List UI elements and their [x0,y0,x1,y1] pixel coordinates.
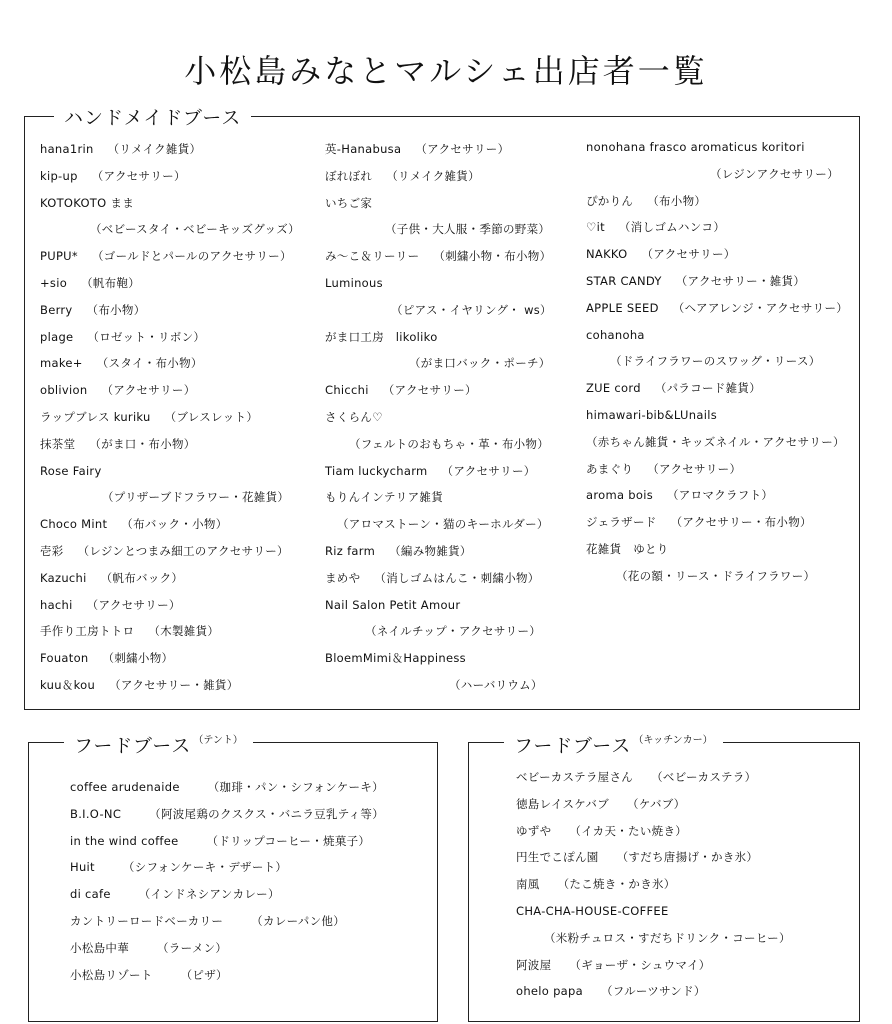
vendor-category: （レジンとつまみ細工のアクセサリー） [77,543,289,558]
vendor-name: Kazuchi [40,570,87,585]
vendor-entry [40,136,300,163]
handmade-booth-heading-text: ハンドメイドブース [64,107,242,129]
vendor-entry [586,348,848,375]
vendor-category: （ゴールドとパールのアクセサリー） [91,249,292,264]
food-tent-heading-text: フードブース [74,735,192,757]
vendor-entry [516,871,791,898]
vendor-name: KOTOKOTO まま [40,195,135,210]
vendor-category: （ネイルチップ・アクセサリー） [365,624,542,639]
vendor-name: Tiam luckycharm [325,463,428,478]
vendor-name: ぴかりん [586,193,634,208]
vendor-entry [40,270,300,297]
vendor-entry [40,350,300,377]
vendor-entry [516,764,791,791]
vendor-name: hana1rin [40,142,94,156]
vendor-entry [516,844,791,871]
vendor-entry [325,484,552,511]
vendor-entry [325,136,552,163]
vendor-entry [325,538,552,565]
vendor-entry [325,350,552,377]
vendor-name: Berry [40,302,73,317]
vendor-entry [516,898,791,925]
vendor-entry [325,592,552,619]
vendor-entry [325,565,552,592]
vendor-entry [586,322,848,349]
vendor-category: （刺繍小物・布小物） [433,249,552,264]
vendor-entry [70,962,384,989]
vendor-category: （赤ちゃん雑貨・キッズネイル・アクセサリー） [586,434,845,449]
vendor-category: （ギョーザ・シュウマイ） [569,957,711,972]
vendor-name: 南風 [516,877,540,892]
vendor-category: （アクセサリー） [86,597,181,612]
vendor-category: （アクセサリー） [382,383,477,398]
vendor-entry [325,377,552,404]
vendor-category: （ブレスレット） [164,409,259,424]
handmade-column-2 [325,136,552,699]
vendor-category: （帆布鞄） [81,275,141,290]
vendor-entry [40,484,300,511]
vendor-category: （リメイク雑貨） [107,142,202,156]
vendor-entry [40,458,300,485]
vendor-name: Fouaton [40,651,89,666]
vendor-category: （プリザーブドフラワー・花雑貨） [102,490,290,505]
vendor-category: （米粉チュロス・すだちドリンク・コーヒー） [544,930,791,945]
vendor-category: （ドライフラワーのスワッグ・リース） [610,354,821,369]
vendor-name: kuu＆kou [40,677,96,692]
vendor-category: （アクセサリー） [647,461,742,476]
vendor-name: nonohana frasco aromaticus koritori [586,140,805,154]
vendor-category: （消しゴムハンコ） [618,220,726,235]
food-kitchen-heading [504,731,723,758]
vendor-category: （消しゴムはんこ・刺繍小物） [374,570,540,585]
vendor-entry [325,618,552,645]
vendor-entry [516,791,791,818]
vendor-name: +sio [40,275,68,290]
vendor-entry [40,592,300,619]
vendor-category: （ピアス・イヤリング・ ws） [391,302,552,317]
vendor-name: Chicchi [325,383,369,398]
vendor-entry [586,161,848,188]
vendor-category: （アクセサリー） [641,247,736,262]
vendor-name: さくらん♡ [325,409,383,424]
vendor-entry [325,297,552,324]
vendor-name: 英-Hanabusa [325,142,402,156]
vendor-name: ohelo papa [516,984,583,999]
vendor-name: himawari-bib&LUnails [586,407,717,422]
vendor-category: （カレーパン他） [251,913,345,928]
vendor-entry [40,324,300,351]
vendor-category: （ハーバリウム） [449,677,543,692]
food-tent-list [70,774,384,988]
vendor-category: （ヘアアレンジ・アクセサリー） [672,300,849,315]
vendor-name: ♡it [586,220,605,235]
vendor-category: （アロマストーン・猫のキーホルダー） [337,517,549,532]
vendor-entry [40,565,300,592]
vendor-category: （リメイク雑貨） [386,168,480,183]
handmade-booth-heading [54,103,251,130]
vendor-entry [586,429,848,456]
vendor-entry [70,854,384,881]
vendor-category: （インドネシアンカレー） [138,887,280,902]
vendor-name: Riz farm [325,543,376,558]
vendor-entry [586,563,848,590]
vendor-entry [586,375,848,402]
handmade-column-3 [586,134,848,590]
vendor-category: （ベビースタイ・ベビーキッズグッズ） [90,222,300,237]
vendor-entry [325,645,552,672]
vendor-category: （ピザ） [180,967,228,982]
vendor-name: in the wind coffee [70,833,179,848]
vendor-category: （帆布バック） [100,570,184,585]
vendor-category: （イカ天・たい焼き） [569,823,688,838]
vendor-name: 円生でこぽん園 [516,850,599,865]
vendor-entry [325,270,552,297]
vendor-name: ジェラザード [586,515,657,530]
vendor-category: （木製雑貨） [148,624,220,639]
vendor-entry [325,431,552,458]
vendor-name: 小松島中華 [70,940,129,955]
vendor-name: 徳島レイスケバブ [516,796,610,811]
vendor-name: oblivion [40,383,88,398]
vendor-entry [586,241,848,268]
vendor-name: di cafe [70,887,111,902]
vendor-category: （布小物） [86,302,146,317]
vendor-category: （編み物雑貨） [389,543,472,558]
food-kitchen-heading-sup: （キッチンカー） [633,735,713,746]
vendor-entry [70,908,384,935]
vendor-entry [325,163,552,190]
vendor-name: 手作り工房トトロ [40,624,135,639]
vendor-entry [40,163,300,190]
vendor-name: B.I.O-NC [70,806,122,821]
vendor-name: plage [40,329,74,344]
vendor-category: （アクセサリー・雑貨） [675,273,806,288]
vendor-entry [325,216,552,243]
vendor-category: （アクセサリー・布小物） [670,515,812,530]
vendor-entry [325,243,552,270]
vendor-category: （珈琲・パン・シフォンケーキ） [207,780,384,794]
vendor-name: ラップブレス kuriku [40,409,151,424]
vendor-name: aroma bois [586,488,653,503]
vendor-entry [40,511,300,538]
vendor-entry [325,511,552,538]
vendor-entry [40,243,300,270]
vendor-name: ゆずや [516,823,552,838]
vendor-entry [70,828,384,855]
vendor-category: （花の額・リース・ドライフラワー） [616,568,816,583]
vendor-entry [40,216,300,243]
vendor-name: 壱彩 [40,543,64,558]
vendor-entry [516,952,791,979]
vendor-entry [325,190,552,217]
vendor-category: （アクセサリー） [91,168,186,183]
vendor-name: coffee arudenaide [70,780,180,794]
vendor-name: NAKKO [586,247,628,262]
food-kitchen-list [516,764,791,1005]
vendor-entry [586,295,848,322]
food-tent-heading-sup: （テント） [193,735,243,746]
vendor-category: （アロマクラフト） [667,488,774,503]
vendor-name: kip-up [40,168,78,183]
vendor-name: PUPU* [40,249,78,264]
vendor-entry [40,404,300,431]
vendor-entry [40,645,300,672]
vendor-entry [70,801,384,828]
vendor-category: （アクセサリー） [441,463,536,478]
vendor-category: （布小物） [647,193,707,208]
vendor-name: Luminous [325,275,383,290]
vendor-category: （布バック・小物） [121,517,228,532]
vendor-entry [325,324,552,351]
vendor-category: （ラーメン） [157,940,228,955]
vendor-category: （アクセサリー・雑貨） [109,677,239,692]
vendor-name: make+ [40,356,83,371]
page-title: 小松島みなとマルシェ出店者一覧 [184,52,708,90]
vendor-name: ベビーカステラ屋さん [516,770,634,784]
vendor-entry [70,774,384,801]
vendor-category: （スタイ・布小物） [96,356,203,371]
vendor-category: （刺繍小物） [102,651,174,666]
vendor-name: もりんインテリア雑貨 [325,490,443,505]
vendor-entry [325,458,552,485]
vendor-category: （レジンアクセサリー） [710,166,839,181]
vendor-entry [40,672,300,699]
vendor-name: hachi [40,597,73,612]
food-kitchen-heading-text: フードブース [514,735,632,757]
vendor-category: （すだち唐揚げ・かき氷） [616,850,759,865]
vendor-name: APPLE SEED [586,300,659,315]
handmade-column-1 [40,136,300,699]
vendor-entry [586,268,848,295]
vendor-category: （がま口バック・ポーチ） [409,356,551,371]
vendor-name: ZUE cord [586,381,641,396]
vendor-entry [40,431,300,458]
food-tent-heading [64,731,253,758]
vendor-name: 抹茶堂 [40,436,76,451]
vendor-name: STAR CANDY [586,273,662,288]
vendor-entry [586,188,848,215]
vendor-name: がま口工房 likoliko [325,329,438,344]
vendor-name: CHA-CHA-HOUSE-COFFEE [516,903,669,918]
vendor-entry [40,297,300,324]
vendor-name: いちご家 [325,195,373,210]
vendor-entry [325,404,552,431]
vendor-entry [40,618,300,645]
vendor-name: み～こ＆リーリー [325,249,420,264]
vendor-name: 小松島リゾート [70,967,153,982]
vendor-entry [70,935,384,962]
vendor-name: Choco Mint [40,517,108,532]
vendor-category: （ドリップコーヒー・焼菓子） [206,833,371,848]
vendor-category: （子供・大人服・季節の野菜） [385,222,551,237]
vendor-category: （パラコード雑貨） [654,381,762,396]
vendor-entry [586,214,848,241]
vendor-entry [586,134,848,161]
vendor-name: あまぐり [586,461,634,476]
vendor-entry [586,402,848,429]
vendor-category: （たこ焼き・かき氷） [557,877,676,892]
vendor-entry [586,536,848,563]
vendor-category: （阿波尾鶏のクスクス・バニラ豆乳ティ等） [149,806,385,821]
vendor-entry [40,377,300,404]
vendor-entry [586,456,848,483]
vendor-name: 花雑貨 ゆとり [586,541,669,556]
vendor-category: （アクセサリー） [415,142,510,156]
vendor-category: （がま口・布小物） [89,436,196,451]
vendor-entry [40,538,300,565]
vendor-category: （シフォンケーキ・デザート） [122,860,288,875]
vendor-category: （フェルトのおもちゃ・革・布小物） [349,436,550,451]
vendor-name: Nail Salon Petit Amour [325,597,461,612]
vendor-category: （フルーツサンド） [600,984,706,999]
vendor-name: Huit [70,860,95,875]
vendor-category: （ロゼット・リボン） [87,329,206,344]
vendor-entry [516,925,791,952]
vendor-name: 阿波屋 [516,957,552,972]
vendor-category: （アクセサリー） [101,383,196,398]
vendor-name: ぼれぼれ [325,168,373,183]
vendor-entry [586,482,848,509]
vendor-name: BloemMimi＆Happiness [325,651,466,666]
vendor-name: cohanoha [586,327,645,342]
vendor-category: （ケバブ） [627,796,686,811]
vendor-entry [325,672,552,699]
vendor-name: Rose Fairy [40,463,102,478]
vendor-entry [70,881,384,908]
vendor-name: まめや [325,570,361,585]
vendor-category: （ベビーカステラ） [651,770,757,784]
vendor-entry [586,509,848,536]
vendor-entry [516,818,791,845]
vendor-name: カントリーロードベーカリー [70,913,224,928]
vendor-entry [40,190,300,217]
vendor-entry [516,978,791,1005]
